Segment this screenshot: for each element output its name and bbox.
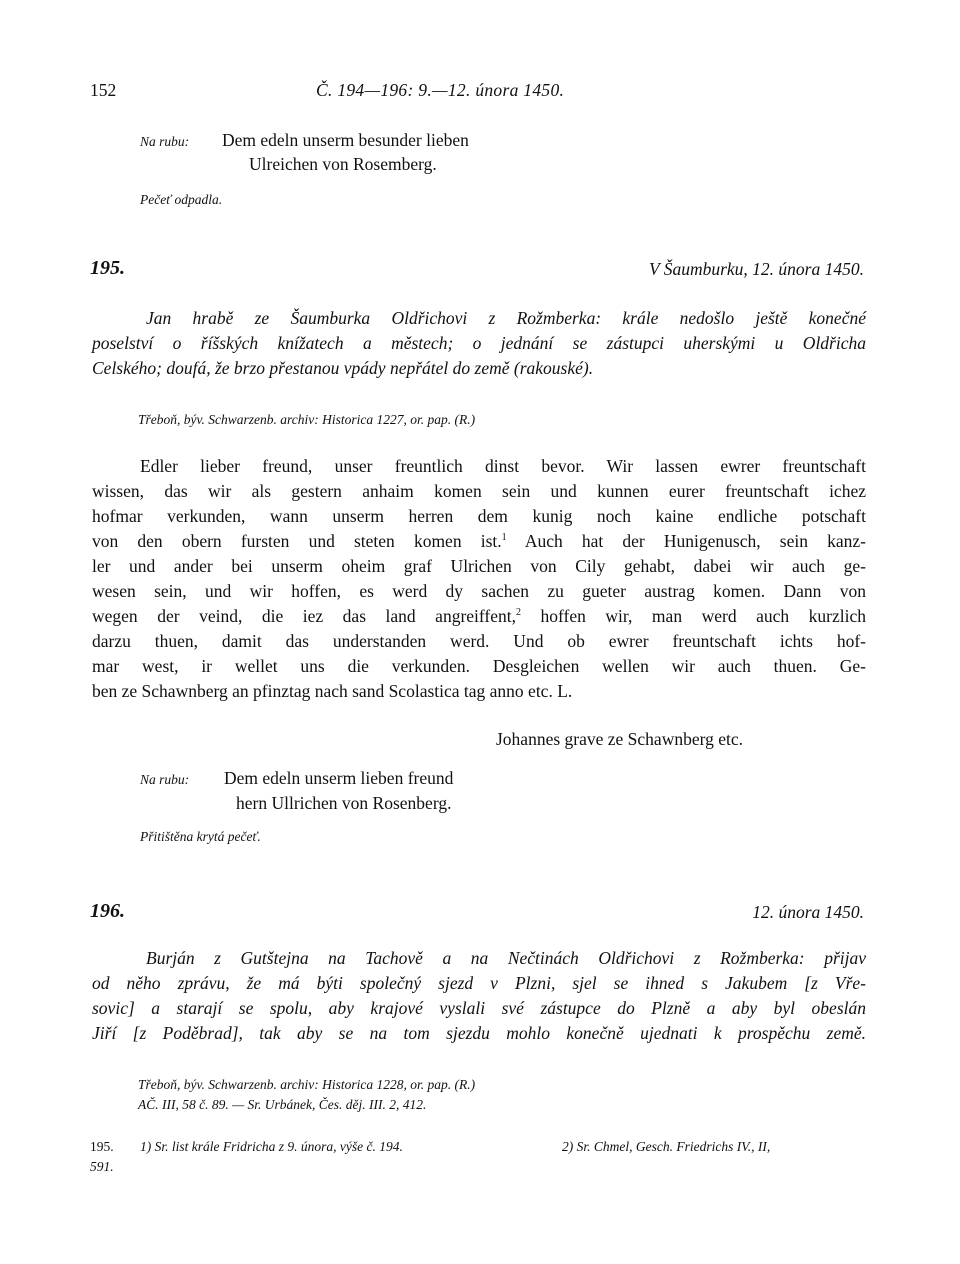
entry-195-place-date: V Šaumburku, 12. února 1450. (648, 259, 864, 279)
text-segment: hoffen wir, man werd auch kurzlich (521, 606, 866, 626)
text-line: ben ze Schawnberg an pfinztag nach sand Scolastica tag anno etc. L. (92, 681, 573, 701)
prev-address-label: Na rubu: (140, 134, 190, 149)
page-number: 152 (90, 80, 117, 100)
entry-195-address-line2: hern Ullrichen von Rosenberg. (236, 793, 452, 813)
text-line: ler und ander bei unserm oheim graf Ulrichen von Cily gehabt, dabei wir auch ge- (92, 556, 866, 576)
text-line: wesen sein, und wir hoffen, es werd dy sachen zu gueter austrag komen. Dann von (92, 581, 866, 601)
entry-196-regest-line: sovic] a starají se spolu, aby krajové vyslali své zástupce do Plzně a aby byl obeslán (92, 998, 866, 1018)
entry-195-address-label: Na rubu: (140, 772, 190, 787)
footnote-label: 195. (90, 1139, 114, 1154)
prev-seal-note: Pečeť odpadla. (140, 192, 223, 207)
text-line (92, 531, 866, 552)
prev-address-line1: Dem edeln unserm besunder lieben (222, 130, 469, 150)
entry-195-regest-line: Jan hrabě ze Šaumburka Oldřichovi z Rožmberka: krále nedošlo ještě konečné (146, 308, 866, 328)
entry-195-signature: Johannes grave ze Schawnberg etc. (496, 729, 744, 749)
entry-195-number: 195. (90, 257, 125, 279)
text-segment: wegen der veind, die iez das land angreiffent, (92, 606, 516, 626)
entry-196-source: Třeboň, býv. Schwarzenb. archiv: Historica 1228, or. pap. (R.) (138, 1077, 476, 1092)
entry-195-regest-line: poselství o říšských knížatech a městech; o jednání se zástupci uherskými u Oldřicha (92, 333, 866, 353)
text-line: wissen, das wir als gestern anhaim komen sein und kunnen eurer freuntschaft ichez (92, 481, 866, 501)
footnote-ref[interactable]: 2 (516, 607, 521, 619)
entry-196-number: 196. (90, 900, 125, 922)
entry-196-date: 12. února 1450. (752, 902, 864, 922)
entry-196-regest-line: Jiří [z Poděbrad], tak aby se na tom sjezdu mohlo konečně ujednati k prospěchu země. (92, 1023, 866, 1043)
text-line: hofmar verkunden, wann unserm herren dem kunig noch kaine endliche potschaft (92, 506, 866, 526)
text-segment: von den obern fursten und steten komen ist. (92, 531, 502, 551)
running-title: Č. 194—196: 9.—12. února 1450. (316, 80, 565, 100)
entry-196-regest-line: od něho zprávu, že má býti společný sjezd v Plzni, sjel se ihned s Jakubem [z Vře- (92, 973, 866, 993)
entry-196-regest-line: Burján z Gutštejna na Tachově a na Nečtinách Oldřichovi z Rožmberka: přijav (146, 948, 866, 968)
footnote-2: 2) Sr. Chmel, Gesch. Friedrichs IV., II, (562, 1139, 771, 1154)
text-line: darzu thuen, damit das understanden werd. Und ob ewrer freuntschaft ichts hof- (92, 631, 866, 651)
entry-195-source: Třeboň, býv. Schwarzenb. archiv: Historica 1227, or. pap. (R.) (138, 412, 476, 427)
text-line: mar west, ir wellet uns die verkunden. Desgleichen wellen wir auch thuen. Ge- (92, 656, 866, 676)
text-line (92, 606, 866, 627)
footnote-1: 1) Sr. list krále Fridricha z 9. února, výše č. 194. (140, 1139, 403, 1154)
text-segment: Auch hat der Hunigenusch, sein kanz- (506, 531, 866, 551)
entry-195-regest-line: Celského; doufá, že brzo přestanou vpády nepřátel do země (rakouské). (92, 358, 594, 378)
prev-address-line2: Ulreichen von Rosemberg. (249, 154, 437, 174)
footnote-ref[interactable]: 1 (501, 532, 507, 544)
entry-196-literature: AČ. III, 58 č. 89. — Sr. Urbánek, Čes. děj. III. 2, 412. (138, 1097, 427, 1112)
entry-195-seal-note: Přitištěna krytá pečeť. (140, 829, 261, 844)
text-line: Edler lieber freund, unser freuntlich dinst bevor. Wir lassen ewrer freuntschaft (140, 456, 866, 476)
footnote-2-continuation: 591. (90, 1159, 114, 1174)
entry-195-address-line1: Dem edeln unserm lieben freund (224, 768, 454, 788)
